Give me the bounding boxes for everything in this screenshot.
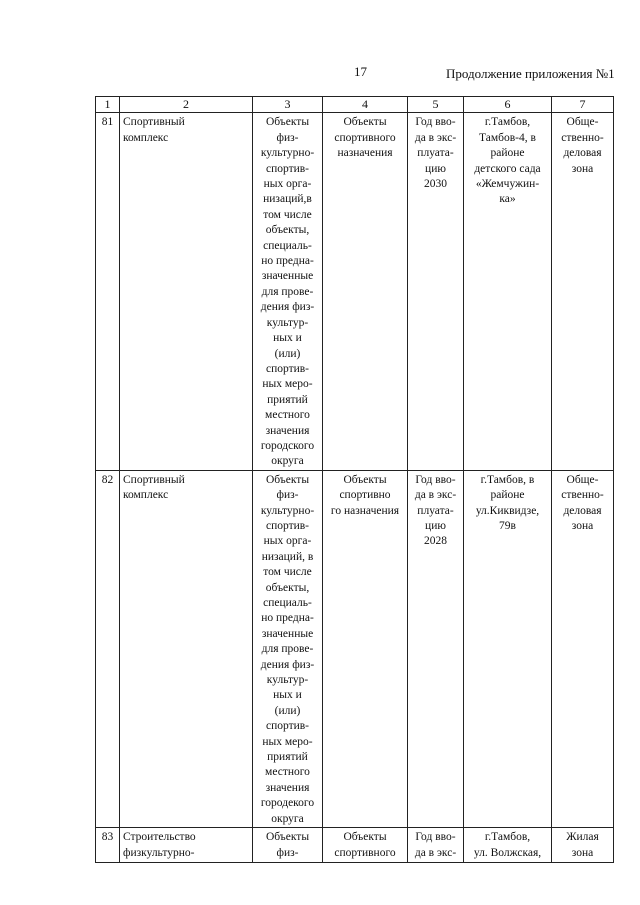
object-name: Строительство физкультурно-	[120, 828, 253, 863]
object-type: Объекты физ- культурно- спортив- ных орга- низаций, в том числе объекты, специаль- но предна- значенные для прове- дения физ- культур- ных и (или) спортив- ных меро- приятий местного значения городекого округа	[253, 470, 323, 827]
page-number: 17	[354, 64, 367, 79]
functional-zone: Жилая зона	[552, 828, 614, 863]
table-row	[96, 470, 614, 827]
object-purpose: Объекты спортивного	[323, 828, 408, 863]
column-number: 3	[253, 97, 323, 113]
table-row	[96, 113, 614, 470]
implementation-term: Год вво- да в экс- плуата- цию 2030	[408, 113, 464, 470]
column-number: 2	[120, 97, 253, 113]
appendix-continuation-note: Продолжение приложения №1	[446, 66, 615, 81]
column-number-row	[96, 97, 614, 113]
implementation-term: Год вво- да в экс-	[408, 828, 464, 863]
column-number: 6	[464, 97, 552, 113]
object-location: г.Тамбов, ул. Волжская,	[464, 828, 552, 863]
functional-zone: Обще- ственно- деловая зона	[552, 470, 614, 827]
object-purpose: Объекты спортивного назначения	[323, 113, 408, 470]
object-name: Спортивный комплекс	[120, 113, 253, 470]
row-number: 83	[96, 828, 120, 863]
column-number: 5	[408, 97, 464, 113]
object-name: Спортивный комплекс	[120, 470, 253, 827]
object-purpose: Объекты спортивно го назначения	[323, 470, 408, 827]
appendix-table	[95, 96, 614, 863]
column-number: 1	[96, 97, 120, 113]
functional-zone: Обще- ственно- деловая зона	[552, 113, 614, 470]
object-location: г.Тамбов, в районе ул.Киквидзе, 79в	[464, 470, 552, 827]
object-type: Объекты физ-	[253, 828, 323, 863]
row-number: 81	[96, 113, 120, 470]
object-location: г.Тамбов, Тамбов-4, в районе детского сада «Жемчужин- ка»	[464, 113, 552, 470]
object-type: Объекты физ- культурно- спортив- ных орга- низаций,в том числе объекты, специаль- но предна- значенные для прове- дения физ- культур- ных и (или) спортив- ных меро- приятий местного значения городского округа	[253, 113, 323, 470]
column-number: 7	[552, 97, 614, 113]
row-number: 82	[96, 470, 120, 827]
implementation-term: Год вво- да в экс- плуата- цию 2028	[408, 470, 464, 827]
table-row	[96, 828, 614, 863]
column-number: 4	[323, 97, 408, 113]
